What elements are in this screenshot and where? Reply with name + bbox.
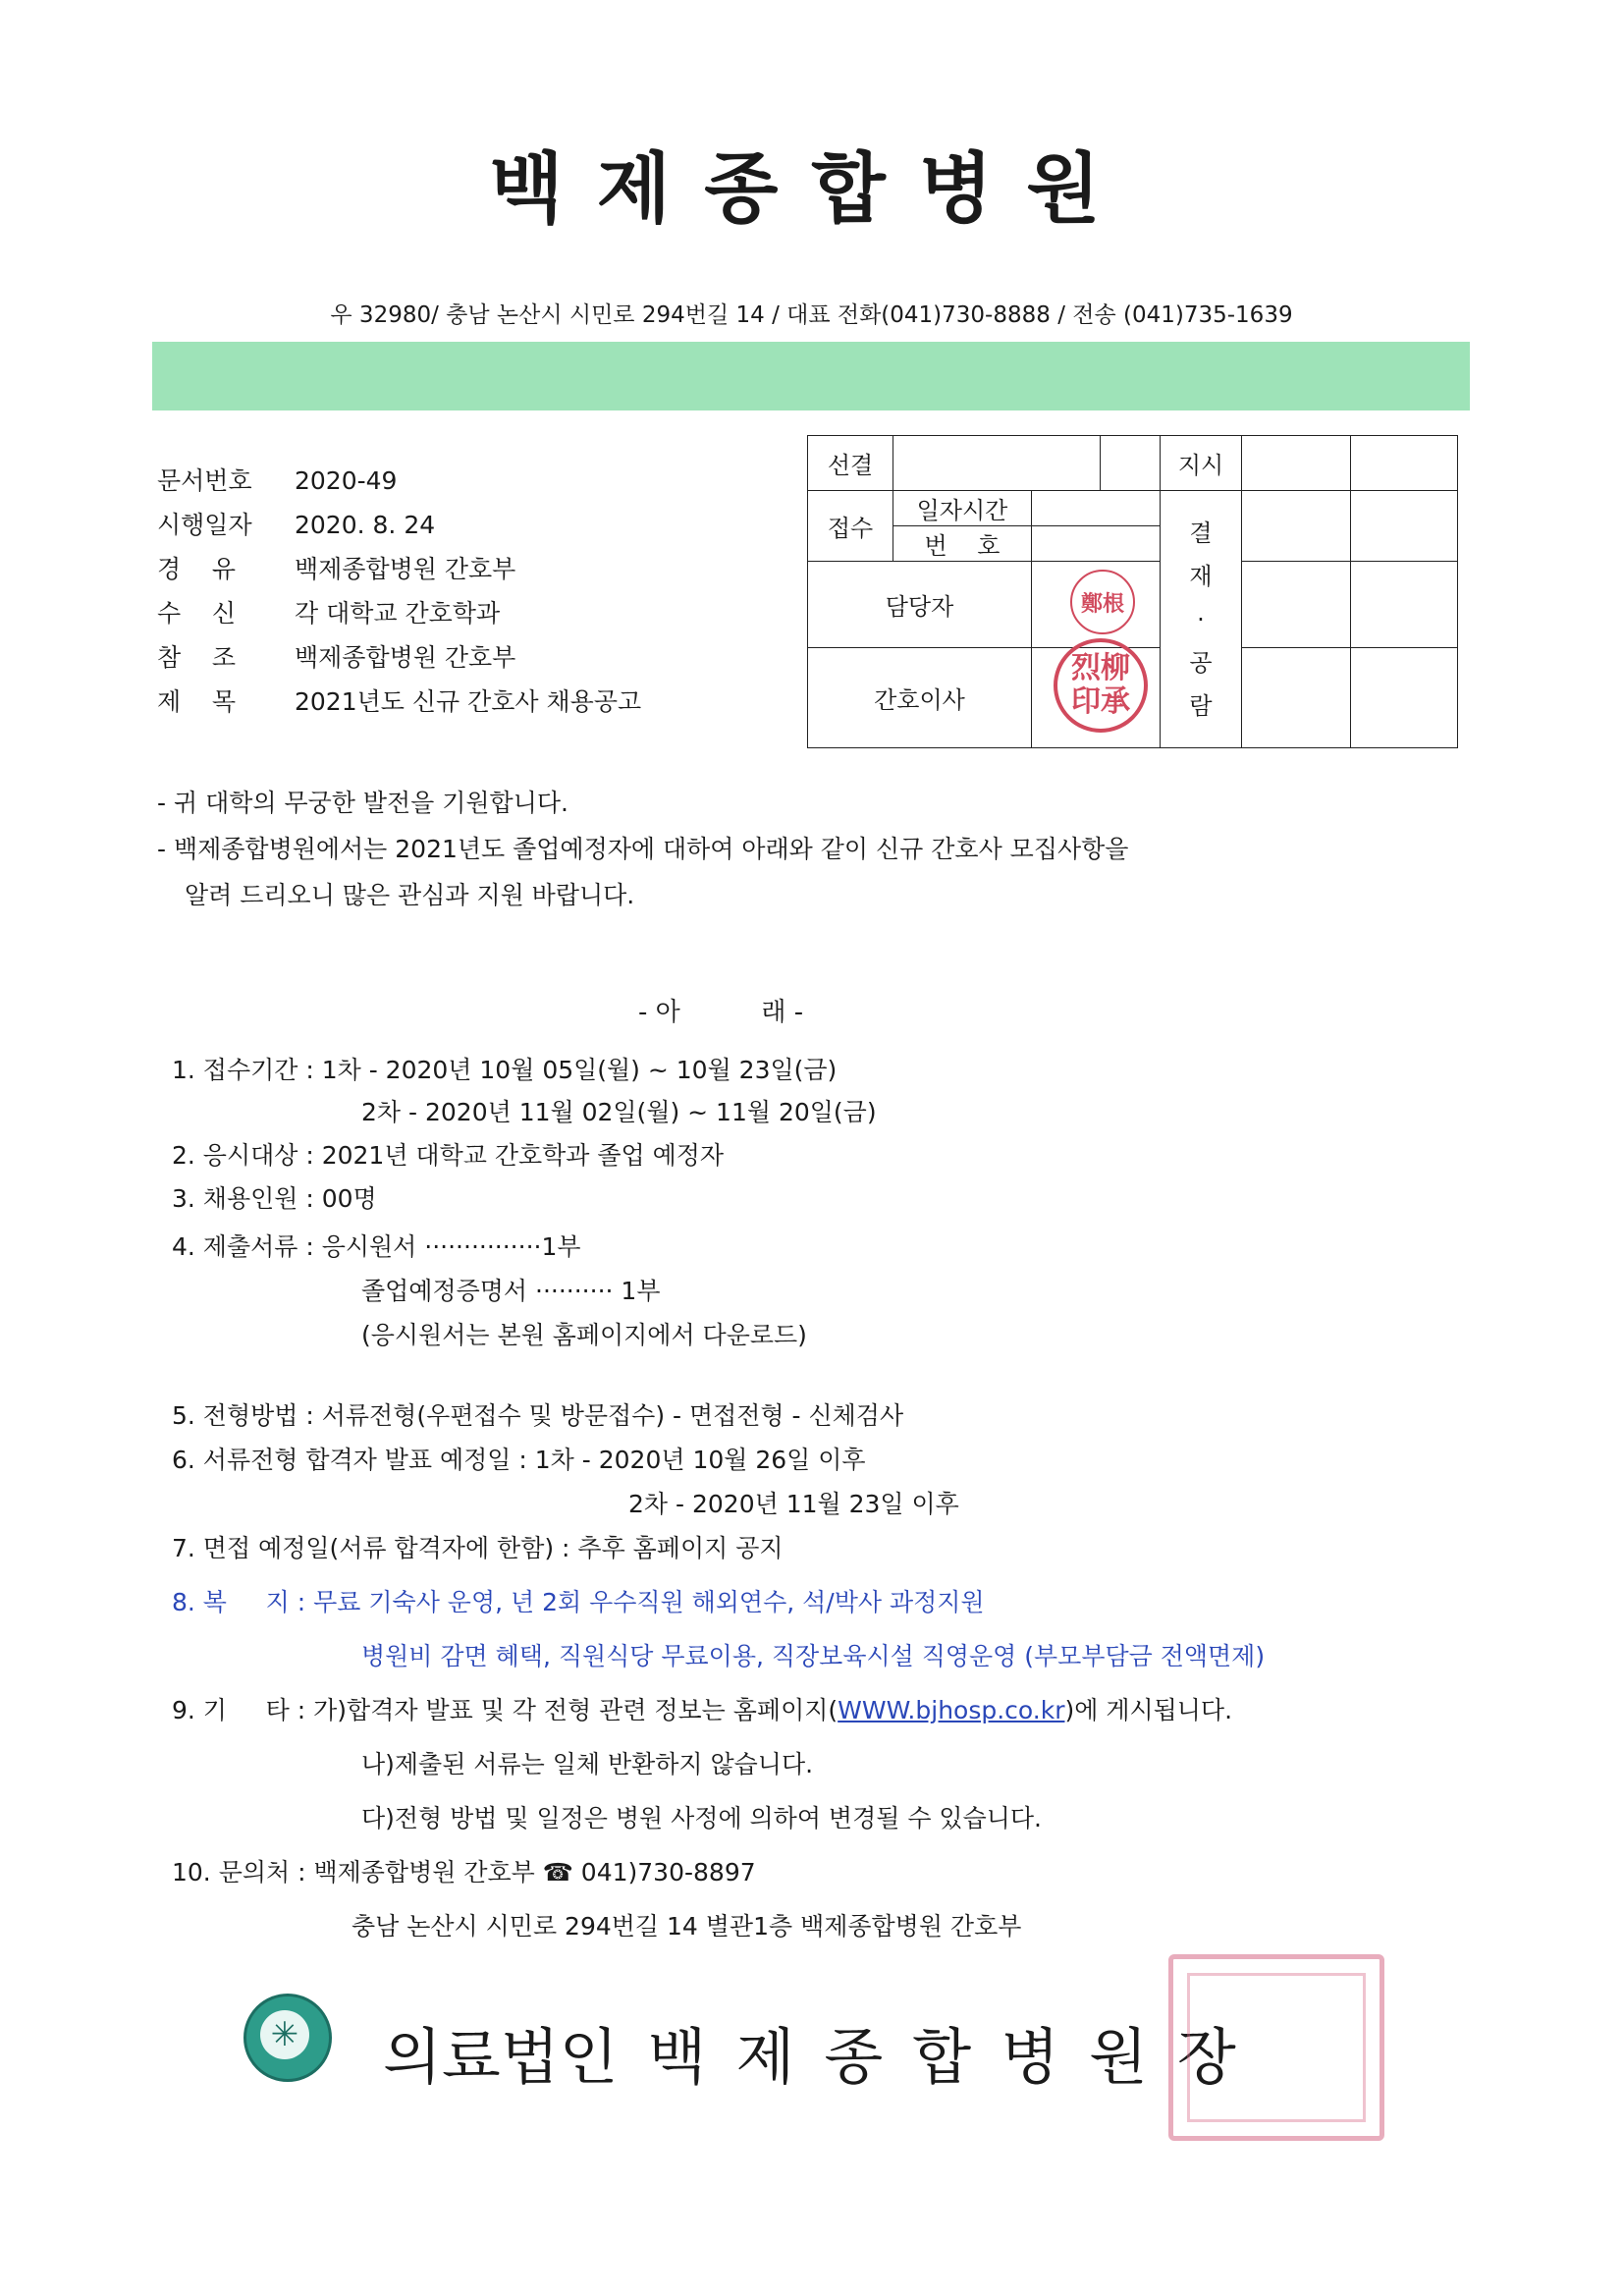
item-9-line-3: 다)전형 방법 및 일정은 병원 사정에 의하여 변경될 수 있습니다. bbox=[361, 1804, 1042, 1832]
header-band bbox=[152, 342, 1470, 410]
item-10-line-2: 충남 논산시 시민로 294번길 14 별관1층 백제종합병원 간호부 bbox=[352, 1912, 1022, 1941]
item-4-line-3: (응시원서는 본원 홈페이지에서 다운로드) bbox=[361, 1321, 807, 1349]
meta-date: 시행일자 2020. 8. 24 bbox=[157, 511, 436, 539]
meta-subject: 제 목 2021년도 신규 간호사 채용공고 bbox=[157, 687, 642, 716]
item-9-line-2: 나)제출된 서류는 일체 반환하지 않습니다. bbox=[361, 1750, 814, 1778]
cell-jeopsu: 접수 bbox=[808, 491, 893, 562]
cell-damdangja: 담당자 bbox=[808, 562, 1032, 648]
meta-doc-number: 문서번호 2020-49 bbox=[157, 466, 398, 495]
cell-gyeoljae-gongram: 결 재 · 공 람 bbox=[1161, 491, 1242, 748]
intro-line-3: 알려 드리오니 많은 관심과 지원 바랍니다. bbox=[185, 881, 635, 909]
meta-reference: 참 조 백제종합병원 간호부 bbox=[157, 643, 516, 672]
item-6-line-1: 6. 서류전형 합격자 발표 예정일 : 1차 - 2020년 10월 26일 이후 bbox=[172, 1446, 866, 1474]
document-title: 백제종합병원 bbox=[489, 145, 1134, 234]
item-9-line-1: 9. 기 타 : 가)합격자 발표 및 각 전형 관련 정보는 홈페이지(WWW.bjhosp.co.kr)에 게시됩니다. bbox=[172, 1696, 1233, 1724]
logo-star-icon: ✳ bbox=[260, 2010, 309, 2059]
item-3: 3. 채용인원 : 00명 bbox=[172, 1184, 377, 1213]
issuer-name: 의료법인 백제종합병원장 bbox=[383, 2021, 1266, 2093]
item-4-line-1: 4. 제출서류 : 응시원서 ···············1부 bbox=[172, 1232, 581, 1261]
item-8-line-1: 8. 복 지 : 무료 기숙사 운영, 년 2회 우수직원 해외연수, 석/박사 과정지원 bbox=[172, 1588, 985, 1616]
seal-damdangja: 鄭根 bbox=[1070, 570, 1135, 634]
hospital-logo bbox=[243, 1994, 332, 2082]
item-1-line-2: 2차 - 2020년 11월 02일(월) ~ 11월 20일(금) bbox=[361, 1098, 877, 1126]
hospital-address: 우 32980/ 충남 논산시 시민로 294번길 14 / 대표 전화(041)730-8888 / 전송 (041)735-1639 bbox=[330, 302, 1293, 328]
cell-ganhoisa: 간호이사 bbox=[808, 648, 1032, 748]
meta-via: 경 유 백제종합병원 간호부 bbox=[157, 555, 516, 583]
item-2: 2. 응시대상 : 2021년 대학교 간호학과 졸업 예정자 bbox=[172, 1141, 725, 1170]
cell-beonho: 번 호 bbox=[893, 526, 1032, 562]
cell-seongyeol: 선결 bbox=[808, 436, 893, 491]
item-1-line-1: 1. 접수기간 : 1차 - 2020년 10월 05일(월) ~ 10월 23일(금) bbox=[172, 1056, 838, 1084]
item-8-line-2: 병원비 감면 혜택, 직원식당 무료이용, 직장보육시설 직영운영 (부모부담금 전액면제) bbox=[361, 1642, 1266, 1670]
seal-ganhoisa: 烈柳印承 bbox=[1054, 638, 1148, 733]
cell-iljasigan: 일자시간 bbox=[893, 491, 1032, 526]
item-10-line-1: 10. 문의처 : 백제종합병원 간호부 ☎ 041)730-8897 bbox=[172, 1858, 756, 1886]
item-5: 5. 전형방법 : 서류전형(우편접수 및 방문접수) - 면접전형 - 신체검사 bbox=[172, 1401, 904, 1430]
intro-line-2: - 백제종합병원에서는 2021년도 졸업예정자에 대하여 아래와 같이 신규 간호사 모집사항을 bbox=[157, 835, 1129, 863]
item-4-line-2: 졸업예정증명서 ·········· 1부 bbox=[361, 1277, 661, 1305]
notice-heading: - 아 래 - bbox=[638, 998, 804, 1027]
intro-line-1: - 귀 대학의 무궁한 발전을 기원합니다. bbox=[157, 789, 568, 817]
homepage-link[interactable]: WWW.bjhosp.co.kr bbox=[838, 1696, 1065, 1724]
meta-recipient: 수 신 각 대학교 간호학과 bbox=[157, 599, 501, 628]
official-stamp bbox=[1168, 1954, 1384, 2141]
cell-jisi: 지시 bbox=[1161, 436, 1242, 491]
item-6-line-2: 2차 - 2020년 11월 23일 이후 bbox=[628, 1490, 959, 1518]
item-7: 7. 면접 예정일(서류 합격자에 한함) : 추후 홈페이지 공지 bbox=[172, 1534, 784, 1562]
